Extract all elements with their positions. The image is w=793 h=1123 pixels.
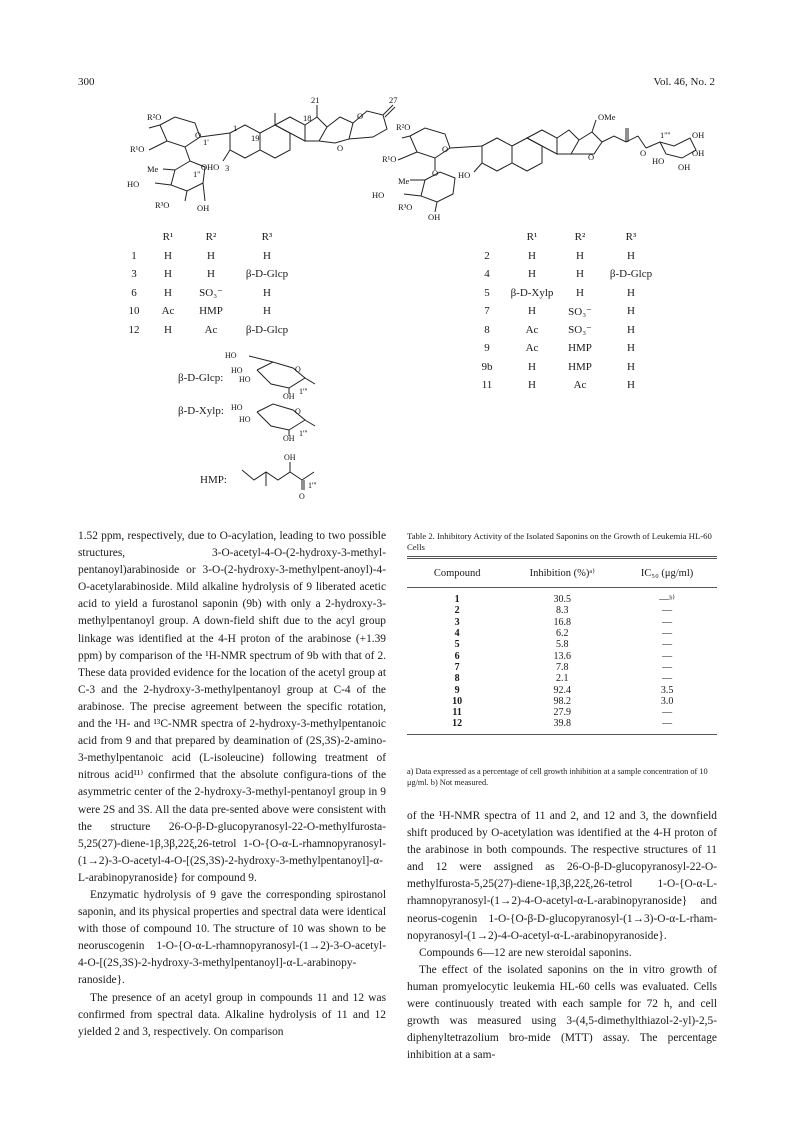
right-r-row: 9 Ac HMP H <box>484 342 635 355</box>
right-r-row: 7 H SO₃⁻ H <box>484 305 635 318</box>
right-r-row: 5 β-D-Xylp H H <box>484 286 635 299</box>
svg-text:OH: OH <box>283 392 295 400</box>
structure-right <box>370 108 710 223</box>
table-row <box>407 628 717 639</box>
inhibition-cell: 7.8 <box>555 661 569 673</box>
left-atom-oh: OH <box>197 203 210 213</box>
ic50-cell: 3.5 <box>660 684 674 696</box>
right-atom-oh-glc: OH <box>678 162 691 172</box>
left-atom-19: 19 <box>251 133 260 143</box>
ic50-cell: — <box>662 673 673 685</box>
hmp-structure <box>238 452 338 500</box>
compound-cell: 6 <box>454 650 460 662</box>
left-atom-o4: O <box>357 111 364 121</box>
right-atom-o3: O <box>588 152 595 162</box>
table-row <box>407 588 717 606</box>
hmp-label: HMP: <box>200 474 227 486</box>
right-r-table <box>470 228 662 395</box>
ic50-cell: — <box>662 616 673 628</box>
left-r-header-2: R² <box>205 231 217 244</box>
svg-text:O: O <box>295 407 301 416</box>
right-steroid-ring-a <box>482 138 512 171</box>
left-atom-27: 27 <box>389 95 398 105</box>
table2-grid <box>407 559 717 730</box>
inhibition-cell: 92.4 <box>553 684 571 696</box>
paragraph: 1.52 ppm, respectively, due to O-acylation, leading to two possible structures, 3-O-acetyl-4-O-(2-hydroxy-3-methyl-pentanoyl)arabinoside or 3-O-(2-hydroxy-3-methylpent-anoyl)-4-O-acetylarabinoside. Mild alkaline hydrolysis of 9 liberated acetic acid to yield a furostanol saponin (9b) with only a 2-hydroxy-3-methylpentanoyl group. A down-field shift due to the acyl group linkage was identified at the 4-H proton of the arabinose (+1.39 ppm) by comparison of the ¹H-NMR spectrum of 9b with that of 2. These data provided evidence for the location of the acetyl group at C-3 and the 2-hydroxy-3-methylpentanoyl group at C-4 of the arabinose. The precise agreement between the specific rotation, and the ¹H- and ¹³C-NMR spectra of 2-hydroxy-3-methylpentanoic acid from 9 and that prepared by deamination of (2S,3S)-2-amino-3-methylpentanoic acid (L-isoleucine) following treatment of nitrous acid¹¹⁾ confirmed that the absolute configura-tions of the asymmetric center of the 2-hydroxy-3-methyl-pentanoyl group in 9 were 2S and 3S. All the data pre-sented above were consistent with the structure 26-O-β-D-glucopyranosyl-22-O-methylfurosta-5,25(27)-diene-1β,3β,22ξ,26-tetrol 1-O-{O-α-L-rhamnopyranosyl-(1→2)-3-O-acetyl-4-O-[(2S,3S)-2-hydroxy-3-methylpentanoyl]-α-L-arabinopyranoside} for compound 9. <box>78 530 386 884</box>
right-atom-o2: O <box>432 168 439 178</box>
svg-text:HO: HO <box>231 403 243 412</box>
ic50-cell: — <box>662 628 673 640</box>
compound-cell: 1 <box>454 594 460 606</box>
svg-text:1''': 1''' <box>299 429 308 438</box>
ic50-cell: —ᵇ⁾ <box>659 594 675 606</box>
structure-left <box>105 95 405 220</box>
table2 <box>407 556 717 735</box>
table-row <box>407 696 717 707</box>
right-steroid-ring-b <box>512 138 542 171</box>
table-row <box>407 684 717 695</box>
right-r-row: 8 Ac SO₃⁻ H <box>484 323 635 337</box>
xylp-structure <box>225 396 335 442</box>
table2-header-inhibition: Inhibition (%)ᵃ⁾ <box>529 568 595 579</box>
xylp-label: β-D-Xylp: <box>178 405 224 417</box>
inhibition-cell: 98.2 <box>553 695 571 707</box>
paragraph: The effect of the isolated saponins on the in vitro growth of human promyelocytic leukemia HL-60 cells was evaluated. Cells were continuously treated with each sample for 72 h, and cell growth was measured using 3-(4,5-dimethylthiazol-2-yl)-2,5-diphenyltetrazolium bro-mide (MTT) assay. The percentage inhibition at a sam- <box>407 963 717 1062</box>
ic50-cell: 3.0 <box>660 695 674 707</box>
left-atom-o3: O <box>337 143 344 153</box>
steroid-ring-b <box>260 125 290 158</box>
right-atom-o4: O <box>640 148 647 158</box>
inhibition-cell: 16.8 <box>553 616 571 628</box>
inhibition-cell: 13.6 <box>553 650 571 662</box>
right-r-row: 2 H H H <box>484 249 635 262</box>
right-atom-r3o: R³O <box>398 202 413 212</box>
left-atom-1pp: 1'' <box>193 169 201 179</box>
right-furan-ring <box>571 132 602 154</box>
ic50-cell: — <box>662 650 673 662</box>
table2-header-compound: Compound <box>433 567 481 579</box>
inhibition-cell: 30.5 <box>553 594 571 606</box>
svg-text:HO: HO <box>231 366 243 375</box>
compound-cell: 12 <box>452 718 463 730</box>
svg-text:HO: HO <box>239 375 251 384</box>
left-r-row: 1 H H H <box>131 249 271 262</box>
left-r-row: 3 H H β-D-Glcp <box>131 268 289 281</box>
right-glucose-ring <box>646 138 696 158</box>
right-atom-1pppp: 1'''' <box>660 130 671 140</box>
right-r-row: 11 H Ac H <box>481 379 635 392</box>
compound-cell: 2 <box>454 605 460 617</box>
right-atom-r2o: R²O <box>396 122 411 132</box>
right-atom-oh-glc2: OH <box>692 148 705 158</box>
right-atom-ho-glc: HO <box>652 156 665 166</box>
compound-cell: 7 <box>454 661 460 673</box>
table-row <box>407 617 717 628</box>
right-r-header-3: R³ <box>625 231 637 244</box>
table-row <box>407 707 717 718</box>
left-atom-r2o: R²O <box>147 112 162 122</box>
right-atom-o1: O <box>442 144 449 154</box>
left-atom-ho: HO <box>127 179 140 189</box>
right-atom-r1o: R¹O <box>382 154 397 164</box>
right-r-header-2: R² <box>574 231 586 244</box>
left-atom-o2: O <box>201 162 208 172</box>
right-column <box>407 808 717 1064</box>
compound-cell: 3 <box>454 616 460 628</box>
table-row <box>407 605 717 616</box>
right-atom-ho-3: HO <box>458 170 471 180</box>
left-r-row: 10 Ac HMP H <box>128 305 271 318</box>
compound-cell: 10 <box>452 695 463 707</box>
table2-caption: Table 2. Inhibitory Activity of the Isolated Saponins on the Growth of Leukemia HL-60 Cells <box>407 531 712 552</box>
svg-text:O: O <box>295 365 301 374</box>
inhibition-cell: 8.3 <box>555 605 569 617</box>
page-number: 300 <box>78 76 95 88</box>
glcp-label: β-D-Glcp: <box>178 372 224 384</box>
compound-cell: 5 <box>454 639 460 651</box>
right-atom-oh: OH <box>428 212 441 222</box>
table-row <box>407 718 717 729</box>
right-atom-me: Me <box>398 176 410 186</box>
left-atom-1p: 1' <box>203 137 209 147</box>
svg-text:O: O <box>299 492 305 500</box>
right-steroid-ring-d <box>557 130 579 154</box>
left-atom-1: 1 <box>233 123 238 133</box>
right-r-row: 9b H HMP H <box>481 360 635 373</box>
inhibition-cell: 2.1 <box>555 673 569 685</box>
right-r-header-1: R¹ <box>526 231 538 244</box>
left-r-header-3: R³ <box>261 231 273 244</box>
paragraph: Compounds 6—12 are new steroidal saponins. <box>419 946 632 959</box>
ic50-cell: — <box>662 707 673 719</box>
table2-footnote: a) Data expressed as a percentage of cell growth inhibition at a sample concentration of 10 μg/ml. b) Not measured. <box>407 767 708 787</box>
ic50-cell: — <box>662 718 673 730</box>
spiro-ring-e <box>319 117 353 143</box>
compound-cell: 9 <box>454 684 460 696</box>
table-row <box>407 662 717 673</box>
left-column <box>78 528 386 1041</box>
compound-cell: 4 <box>454 628 460 640</box>
left-atom-18: 18 <box>303 113 312 123</box>
inhibition-cell: 5.8 <box>555 639 569 651</box>
right-atom-ho: HO <box>372 190 385 200</box>
left-atom-r1o: R¹O <box>130 144 145 154</box>
left-atom-ho-3: HO <box>207 162 220 172</box>
compound-cell: 8 <box>454 673 460 685</box>
paragraph: Enzymatic hydrolysis of 9 gave the corresponding spirostanol saponin, and its physical properties and spectral data were identical with those of compound 10. The structure of 10 was shown to be neoruscogenin 1-O-{O-α-L-rhamnopyranosyl-(1→2)-3-O-acetyl-4-O-[(2S,3S)-2-hydroxy-3-methylpentanoyl]-α-L-arabinopy-ranoside}. <box>78 888 386 987</box>
left-atom-3: 3 <box>225 163 230 173</box>
table-row <box>407 673 717 684</box>
arabinose-ring <box>160 117 200 147</box>
svg-text:1''': 1''' <box>299 387 308 396</box>
inhibition-cell: 27.9 <box>553 707 571 719</box>
ic50-cell: — <box>662 605 673 617</box>
left-r-row: 6 H SO₃⁻ H <box>131 286 271 300</box>
paragraph: of the ¹H-NMR spectra of 11 and 2, and 12 and 3, the downfield shift produced by O-acetylation was identified at the 4-H proton of the arabinose in both compounds. The respective structures of 11 and 12 were assigned as 26-O-β-D-glucopyranosyl-22-O-methylfurosta-5,25(27)-diene-1β,3β,22ξ,26-tetrol 1-O-{O-α-L-rhamnopyranosyl-(1→2)-4-O-acetyl-α-L-arabinopyranoside} and neorus-cogenin 1-O-{O-β-D-glucopyranosyl-(1→3)-O-α-L-rham-nopyranosyl-(1→2)-4-O-acetyl-α-L-arabinopyranoside}. <box>407 810 717 942</box>
compound-cell: 11 <box>452 707 462 719</box>
svg-text:OH: OH <box>284 453 296 462</box>
left-r-header-1: R¹ <box>162 231 174 244</box>
svg-text:1''': 1''' <box>308 481 317 490</box>
left-r-row: 12 H Ac β-D-Glcp <box>128 323 289 336</box>
right-atom-oh-glc3: OH <box>692 130 705 140</box>
left-r-table <box>118 228 298 339</box>
left-atom-r3o: R³O <box>155 200 170 210</box>
inhibition-cell: 39.8 <box>553 718 571 730</box>
svg-text:OH: OH <box>283 434 295 442</box>
svg-text:HO: HO <box>225 351 237 360</box>
ic50-cell: — <box>662 661 673 673</box>
ic50-cell: — <box>662 639 673 651</box>
glcp-structure <box>225 348 335 400</box>
inhibition-cell: 6.2 <box>555 628 569 640</box>
table-row <box>407 650 717 661</box>
right-atom-ome: OMe <box>598 112 616 122</box>
left-atom-me: Me <box>147 164 159 174</box>
table-row <box>407 639 717 650</box>
right-r-row: 4 H H β-D-Glcp <box>484 268 653 281</box>
table2-header-ic50: IC₅₀ (μg/ml) <box>640 567 694 579</box>
left-atom-o1: O <box>195 130 202 140</box>
paragraph: The presence of an acetyl group in compounds 11 and 12 was confirmed from spectral data. Alkaline hydrolysis of 11 and 12 yielded 2 and 3, respectively. On comparison <box>78 991 386 1038</box>
left-atom-21: 21 <box>311 95 320 105</box>
journal-volume: Vol. 46, No. 2 <box>653 76 715 88</box>
svg-text:HO: HO <box>239 415 251 424</box>
